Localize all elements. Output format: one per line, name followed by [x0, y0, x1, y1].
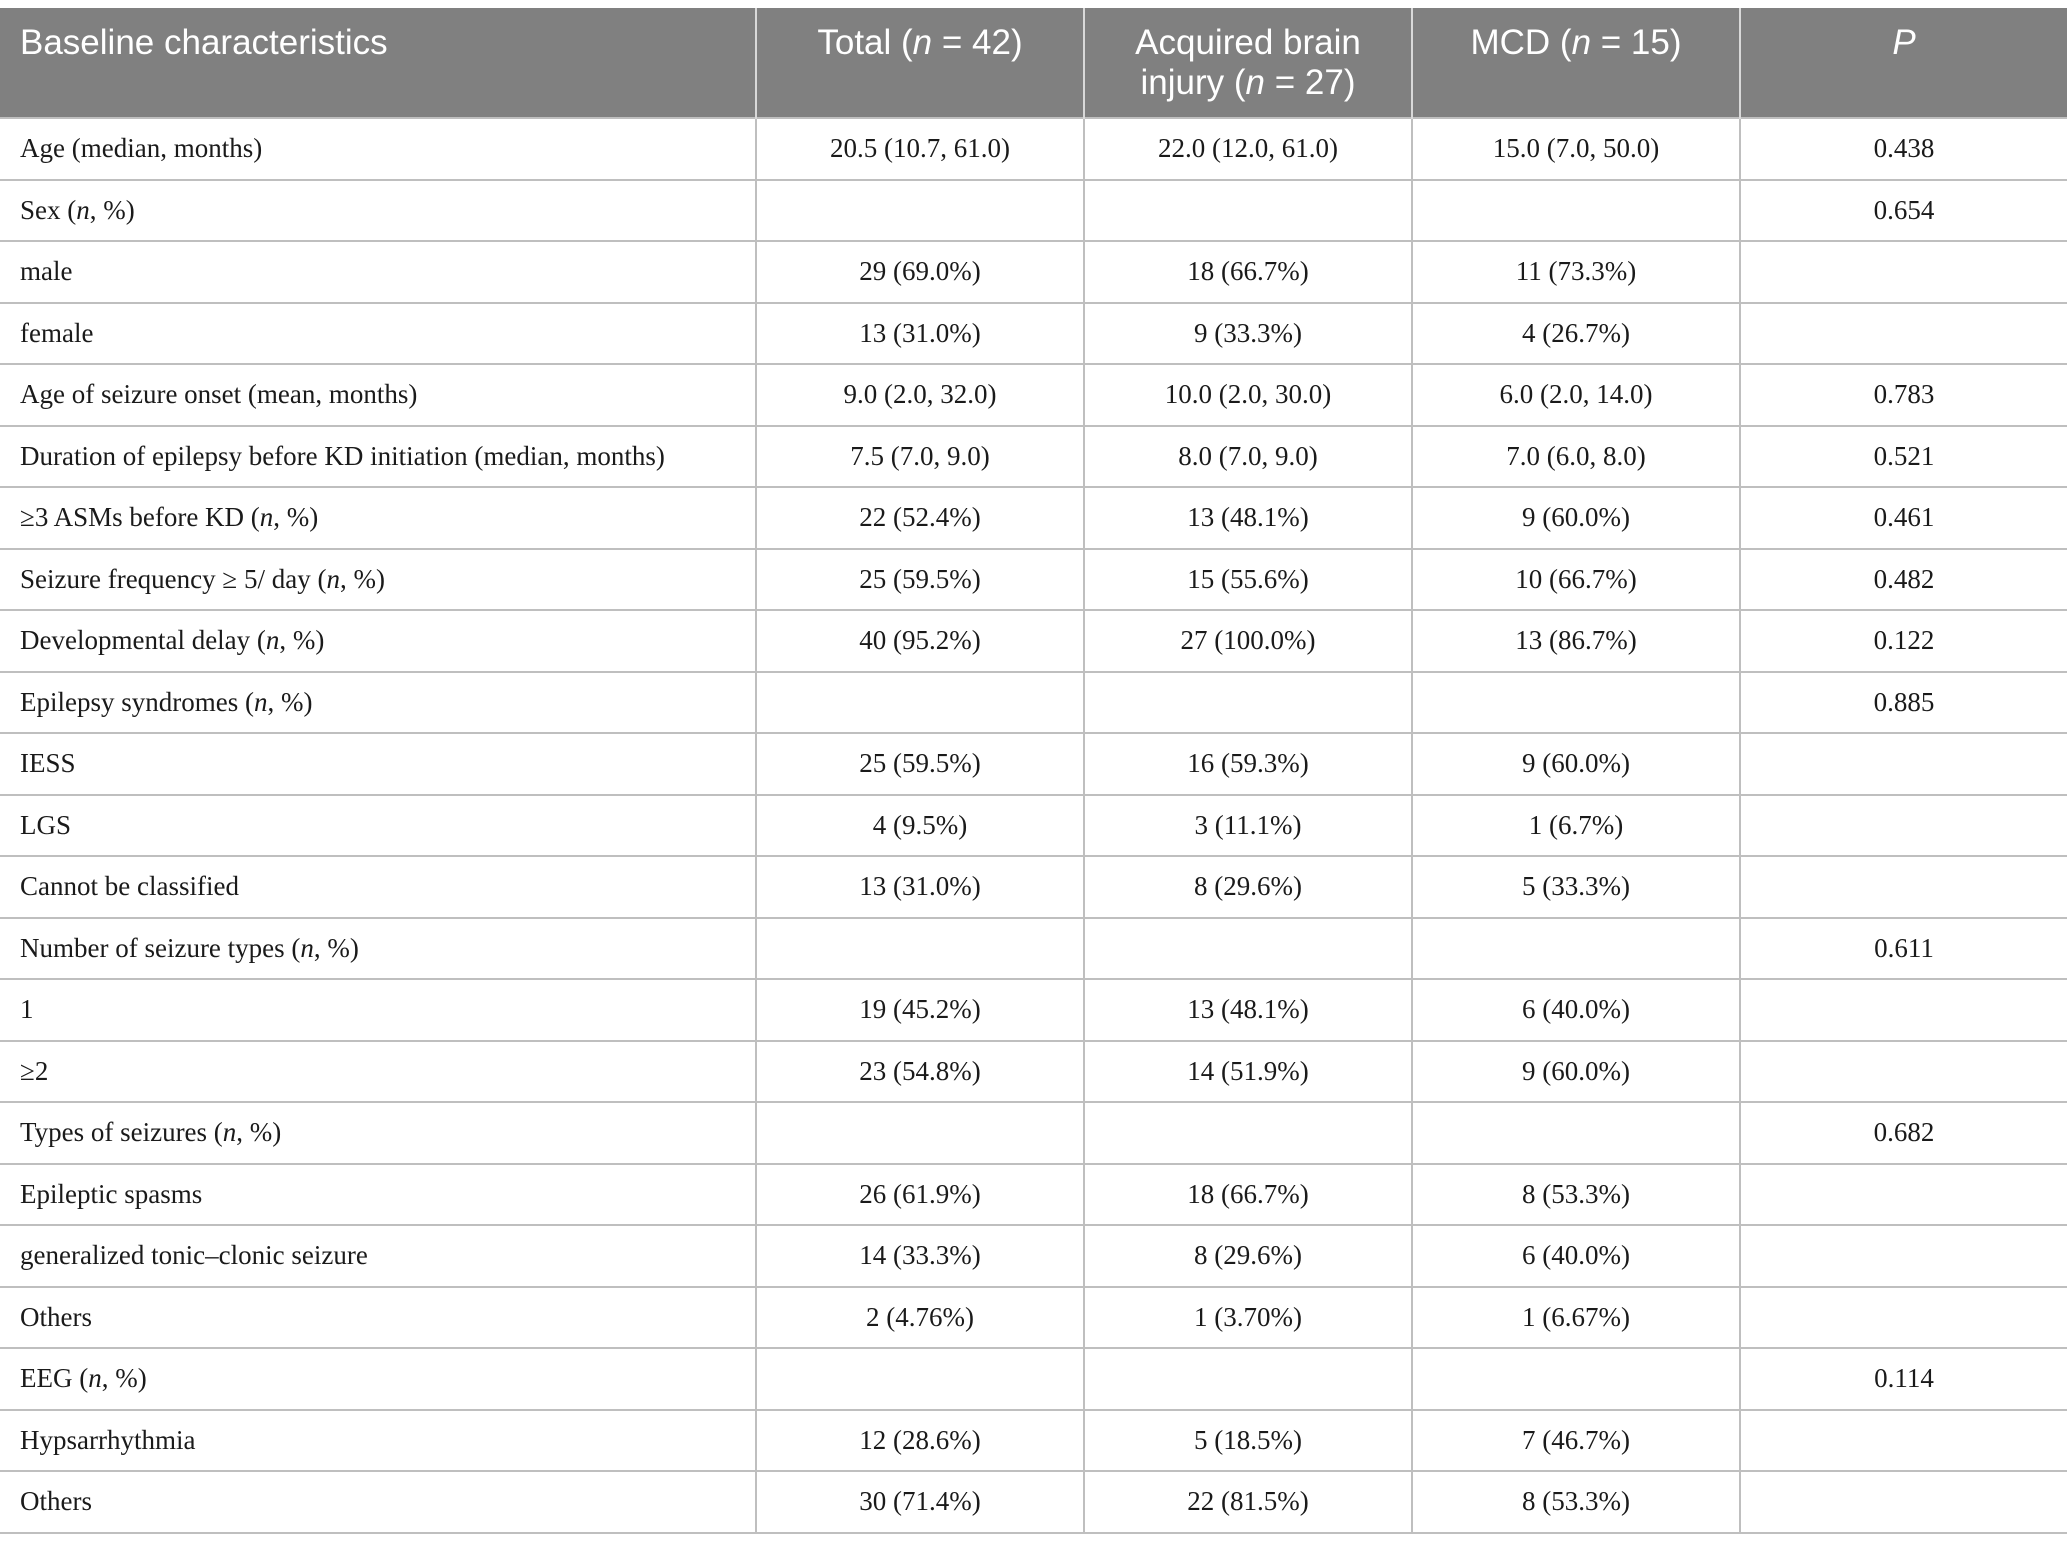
cell-acquired-brain-injury: 18 (66.7%): [1084, 1164, 1412, 1226]
cell-mcd: [1412, 1102, 1740, 1164]
cell-acquired-brain-injury: 10.0 (2.0, 30.0): [1084, 364, 1412, 426]
row-label: LGS: [0, 795, 756, 857]
cell-acquired-brain-injury: 8.0 (7.0, 9.0): [1084, 426, 1412, 488]
cell-mcd: 9 (60.0%): [1412, 733, 1740, 795]
cell-mcd: 15.0 (7.0, 50.0): [1412, 118, 1740, 180]
header-row: [0, 8, 2067, 118]
cell-acquired-brain-injury: [1084, 918, 1412, 980]
table-row: [0, 979, 2067, 1041]
table-row: [0, 733, 2067, 795]
cell-mcd: 6 (40.0%): [1412, 1225, 1740, 1287]
cell-total: 14 (33.3%): [756, 1225, 1084, 1287]
row-label: male: [0, 241, 756, 303]
table-row: [0, 487, 2067, 549]
row-label: IESS: [0, 733, 756, 795]
table-row: [0, 795, 2067, 857]
table-row: [0, 1287, 2067, 1349]
cell-p-value: 0.122: [1740, 610, 2067, 672]
cell-p-value: [1740, 856, 2067, 918]
header-mcd: MCD (n = 15): [1412, 8, 1740, 118]
cell-mcd: 1 (6.7%): [1412, 795, 1740, 857]
cell-acquired-brain-injury: 22.0 (12.0, 61.0): [1084, 118, 1412, 180]
cell-total: 23 (54.8%): [756, 1041, 1084, 1103]
row-label: Sex (n, %): [0, 180, 756, 242]
header-baseline-characteristics: Baseline characteristics: [0, 8, 756, 118]
baseline-characteristics-table: [0, 8, 2067, 1534]
cell-p-value: [1740, 733, 2067, 795]
cell-mcd: 7.0 (6.0, 8.0): [1412, 426, 1740, 488]
table-row: [0, 426, 2067, 488]
cell-total: [756, 180, 1084, 242]
table-header: [0, 8, 2067, 118]
table-row: [0, 1410, 2067, 1472]
cell-acquired-brain-injury: 22 (81.5%): [1084, 1471, 1412, 1533]
cell-mcd: 9 (60.0%): [1412, 487, 1740, 549]
cell-p-value: 0.521: [1740, 426, 2067, 488]
cell-p-value: [1740, 1164, 2067, 1226]
cell-p-value: 0.482: [1740, 549, 2067, 611]
table-row: [0, 1348, 2067, 1410]
row-label: Others: [0, 1471, 756, 1533]
cell-acquired-brain-injury: [1084, 1102, 1412, 1164]
row-label: 1: [0, 979, 756, 1041]
table-row: [0, 303, 2067, 365]
row-label: Types of seizures (n, %): [0, 1102, 756, 1164]
table-row: [0, 118, 2067, 180]
cell-p-value: 0.611: [1740, 918, 2067, 980]
cell-total: 25 (59.5%): [756, 733, 1084, 795]
cell-mcd: 6 (40.0%): [1412, 979, 1740, 1041]
cell-total: 4 (9.5%): [756, 795, 1084, 857]
cell-mcd: 9 (60.0%): [1412, 1041, 1740, 1103]
cell-p-value: [1740, 1471, 2067, 1533]
table-row: [0, 1471, 2067, 1533]
cell-acquired-brain-injury: 5 (18.5%): [1084, 1410, 1412, 1472]
cell-mcd: 11 (73.3%): [1412, 241, 1740, 303]
cell-p-value: [1740, 1041, 2067, 1103]
cell-total: 30 (71.4%): [756, 1471, 1084, 1533]
cell-p-value: [1740, 303, 2067, 365]
cell-total: 12 (28.6%): [756, 1410, 1084, 1472]
cell-p-value: [1740, 1410, 2067, 1472]
cell-acquired-brain-injury: 13 (48.1%): [1084, 979, 1412, 1041]
row-label: female: [0, 303, 756, 365]
cell-mcd: 8 (53.3%): [1412, 1471, 1740, 1533]
table-row: [0, 180, 2067, 242]
cell-acquired-brain-injury: [1084, 672, 1412, 734]
cell-acquired-brain-injury: [1084, 1348, 1412, 1410]
cell-acquired-brain-injury: 3 (11.1%): [1084, 795, 1412, 857]
cell-mcd: 8 (53.3%): [1412, 1164, 1740, 1226]
table-row: [0, 1225, 2067, 1287]
table-row: [0, 856, 2067, 918]
cell-mcd: 13 (86.7%): [1412, 610, 1740, 672]
cell-p-value: [1740, 795, 2067, 857]
cell-mcd: [1412, 918, 1740, 980]
table-row: [0, 1164, 2067, 1226]
cell-p-value: 0.783: [1740, 364, 2067, 426]
table-row: [0, 918, 2067, 980]
table-row: [0, 241, 2067, 303]
cell-acquired-brain-injury: 18 (66.7%): [1084, 241, 1412, 303]
cell-p-value: 0.461: [1740, 487, 2067, 549]
header-total: Total (n = 42): [756, 8, 1084, 118]
cell-acquired-brain-injury: 8 (29.6%): [1084, 1225, 1412, 1287]
cell-mcd: 10 (66.7%): [1412, 549, 1740, 611]
cell-p-value: [1740, 1225, 2067, 1287]
row-label: Developmental delay (n, %): [0, 610, 756, 672]
table-row: [0, 1102, 2067, 1164]
cell-mcd: 5 (33.3%): [1412, 856, 1740, 918]
cell-total: [756, 1102, 1084, 1164]
table-row: [0, 364, 2067, 426]
row-label: Seizure frequency ≥ 5/ day (n, %): [0, 549, 756, 611]
cell-total: 2 (4.76%): [756, 1287, 1084, 1349]
row-label: Age (median, months): [0, 118, 756, 180]
table-row: [0, 610, 2067, 672]
cell-acquired-brain-injury: 27 (100.0%): [1084, 610, 1412, 672]
row-label: Hypsarrhythmia: [0, 1410, 756, 1472]
cell-p-value: 0.654: [1740, 180, 2067, 242]
cell-mcd: 4 (26.7%): [1412, 303, 1740, 365]
row-label: Epilepsy syndromes (n, %): [0, 672, 756, 734]
cell-total: [756, 1348, 1084, 1410]
cell-total: 29 (69.0%): [756, 241, 1084, 303]
cell-p-value: 0.682: [1740, 1102, 2067, 1164]
cell-total: [756, 672, 1084, 734]
row-label: ≥3 ASMs before KD (n, %): [0, 487, 756, 549]
cell-total: 19 (45.2%): [756, 979, 1084, 1041]
cell-total: 26 (61.9%): [756, 1164, 1084, 1226]
cell-p-value: [1740, 241, 2067, 303]
cell-p-value: 0.438: [1740, 118, 2067, 180]
cell-p-value: [1740, 1287, 2067, 1349]
row-label: Others: [0, 1287, 756, 1349]
cell-p-value: 0.114: [1740, 1348, 2067, 1410]
cell-total: 7.5 (7.0, 9.0): [756, 426, 1084, 488]
cell-acquired-brain-injury: 8 (29.6%): [1084, 856, 1412, 918]
cell-mcd: [1412, 180, 1740, 242]
cell-mcd: [1412, 1348, 1740, 1410]
cell-acquired-brain-injury: 9 (33.3%): [1084, 303, 1412, 365]
cell-acquired-brain-injury: 13 (48.1%): [1084, 487, 1412, 549]
table-row: [0, 549, 2067, 611]
cell-total: 22 (52.4%): [756, 487, 1084, 549]
row-label: Age of seizure onset (mean, months): [0, 364, 756, 426]
table-row: [0, 672, 2067, 734]
row-label: Cannot be classified: [0, 856, 756, 918]
cell-acquired-brain-injury: 1 (3.70%): [1084, 1287, 1412, 1349]
cell-mcd: [1412, 672, 1740, 734]
cell-acquired-brain-injury: 16 (59.3%): [1084, 733, 1412, 795]
cell-acquired-brain-injury: [1084, 180, 1412, 242]
table-row: [0, 1041, 2067, 1103]
row-label: ≥2: [0, 1041, 756, 1103]
cell-p-value: 0.885: [1740, 672, 2067, 734]
cell-acquired-brain-injury: 14 (51.9%): [1084, 1041, 1412, 1103]
row-label: Number of seizure types (n, %): [0, 918, 756, 980]
cell-total: 40 (95.2%): [756, 610, 1084, 672]
cell-acquired-brain-injury: 15 (55.6%): [1084, 549, 1412, 611]
cell-p-value: [1740, 979, 2067, 1041]
cell-mcd: 6.0 (2.0, 14.0): [1412, 364, 1740, 426]
cell-total: 9.0 (2.0, 32.0): [756, 364, 1084, 426]
header-p-value: P: [1740, 8, 2067, 118]
cell-total: [756, 918, 1084, 980]
cell-mcd: 7 (46.7%): [1412, 1410, 1740, 1472]
cell-total: 13 (31.0%): [756, 303, 1084, 365]
cell-total: 20.5 (10.7, 61.0): [756, 118, 1084, 180]
cell-total: 25 (59.5%): [756, 549, 1084, 611]
row-label: EEG (n, %): [0, 1348, 756, 1410]
header-acquired-brain-injury: Acquired brain injury (n = 27): [1084, 8, 1412, 118]
row-label: Duration of epilepsy before KD initiation (median, months): [0, 426, 756, 488]
row-label: generalized tonic–clonic seizure: [0, 1225, 756, 1287]
cell-mcd: 1 (6.67%): [1412, 1287, 1740, 1349]
table-body: [0, 118, 2067, 1533]
cell-total: 13 (31.0%): [756, 856, 1084, 918]
row-label: Epileptic spasms: [0, 1164, 756, 1226]
